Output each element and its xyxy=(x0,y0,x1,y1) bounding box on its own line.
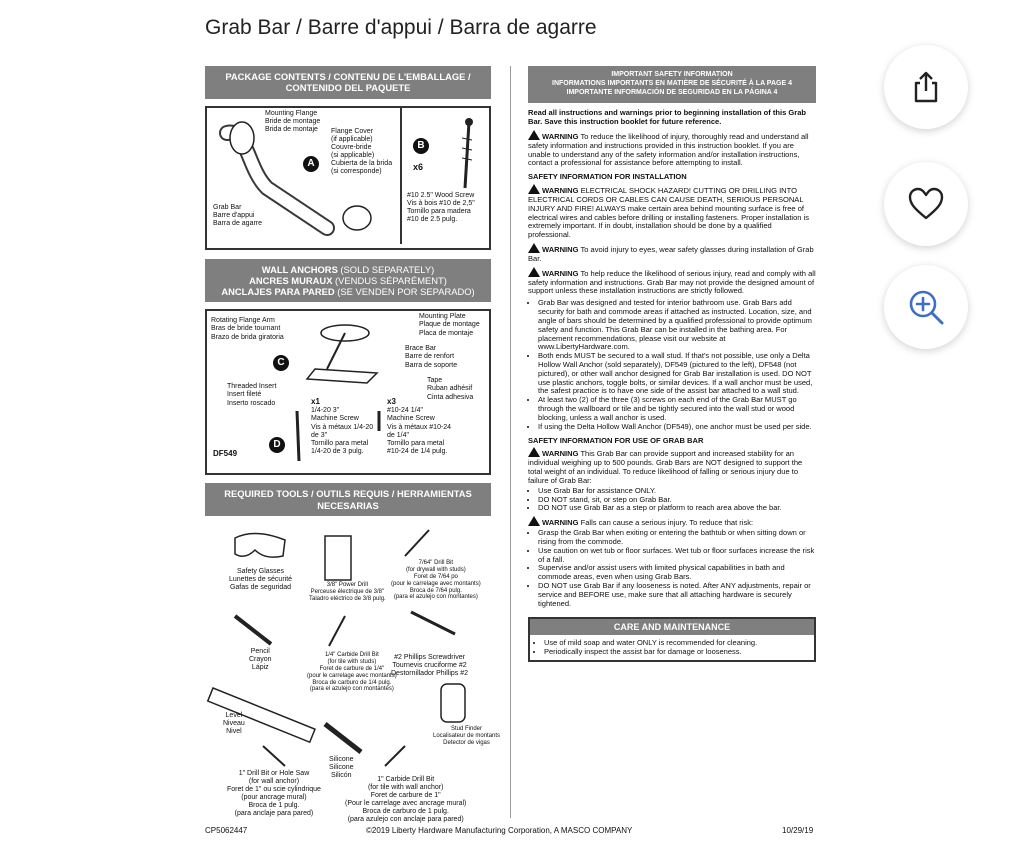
list-item: • DO NOT stand, sit, or step on Grab Bar. xyxy=(538,496,816,505)
warning-label: WARNING xyxy=(542,268,579,278)
rotating-arm-label: Rotating Flange Arm Bras de bride tournant Brazo de brida giratoria xyxy=(211,317,284,341)
warning-label: WARNING xyxy=(542,245,579,255)
warning-text: Falls can cause a serious injury. To reduce that risk: xyxy=(578,518,754,528)
tape-label: Tape Ruban adhésif Cinta adhesiva xyxy=(427,377,474,401)
warning-icon xyxy=(528,447,540,457)
stud-finder-label: Stud Finder Localisateur de montants Detector de vigas xyxy=(433,725,501,746)
warning-icon xyxy=(528,184,540,194)
zoom-button[interactable] xyxy=(884,265,968,349)
machine-screw-3-label: #10-24 1/4" Machine Screw Vis à métaux #10-24 de 1/4" Tornillo para metal #10-24 de 1/4 pulg. xyxy=(387,407,452,455)
warning-text: ELECTRICAL SHOCK HAZARD! CUTTING OR DRILLING INTO ELECTRICAL CORDS OR CABLES CAN CAUSE DEATH, SERIOUS PERSONAL INJURY AND FIRE! ALWAYS make certain area behind mounting surface is free of electrical wires and cables before drilling or installing fasteners. Proper installation is extremely important. If in doubt, installation should be done by a qualified professional. xyxy=(528,186,810,240)
document-title: Grab Bar / Barre d'appui / Barra de agarre xyxy=(205,16,597,39)
warning-text: This Grab Bar can provide support and increased stability for an individual weighing up to 500 pounds. Grab Bars are NOT designed to support the total weight of an individual. To reduce likelihood of falling or serious injury due to failure of Grab Bar: xyxy=(528,449,803,485)
safety-header-es: IMPORTANTE INFORMACIÓN DE SEGURIDAD EN LA PÁGINA 4 xyxy=(566,89,778,97)
list-item: • Grab Bar was designed and tested for interior bathroom use. Grab Bars add security for bath and commode areas if attached as instructed. Location, size, and angle of bars should be determined by a qualified professional to provide optimum safety and function. This Grab Bar can be installed in the bathing area. For placement recommendations, please visit our website at www.LibertyHardware.com. xyxy=(538,299,816,352)
list-item: • DO NOT use Grab Bar as a step or platform to reach area above the bar. xyxy=(538,504,816,513)
anchors-note-en: (SOLD SEPARATELY) xyxy=(337,263,435,275)
list-item: • Grasp the Grab Bar when exiting or entering the bathtub or when sitting down or rising from the commode. xyxy=(538,529,816,547)
footer-code: CP5062447 xyxy=(205,826,248,835)
screw3-quantity: x3 xyxy=(387,397,396,407)
carbide-bit-14-label: 1/4" Carbide Drill Bit (for tile with studs) Foret de carbure de 1/4" (pour le carrelage avec montants) Broca de carburo de 1/4 pulg. (para el azulejo con montantes) xyxy=(307,651,397,693)
right-column xyxy=(528,66,816,662)
warning-label: WARNING xyxy=(542,449,579,459)
warning-6 xyxy=(528,516,816,528)
warning-text: To help reduce the likelihood of serious injury, read and comply with all safety information and instructions. Grab Bar may not provide the designed amount of support unless these installation instructions are strictly followed. xyxy=(528,268,816,296)
footer-copyright: ©2019 Liberty Hardware Manufacturing Corporation, A MASCO COMPANY xyxy=(366,826,633,835)
warning-icon xyxy=(528,516,540,526)
screw-quantity: x6 xyxy=(413,161,424,172)
warning-2 xyxy=(528,184,816,240)
anchors-title-en: WALL ANCHORS xyxy=(261,263,338,275)
warning-icon xyxy=(528,267,540,277)
footer-date: 10/29/19 xyxy=(782,826,814,835)
column-divider xyxy=(510,66,511,818)
package-contents-box xyxy=(205,106,491,250)
safety-header-en: IMPORTANT SAFETY INFORMATION xyxy=(611,71,733,78)
power-drill-label: 3/8" Power Drill Perceuse électrique de 3/8" Taladro eléctrico de 3/8 pulg. xyxy=(309,581,386,602)
list-item: • Use Grab Bar for assistance ONLY. xyxy=(538,487,816,496)
flange-label: Mounting Flange Bride de montage Brida de montaje xyxy=(265,109,321,133)
anchors-title-es: ANCLAJES PARA PARED xyxy=(221,286,335,298)
wall-anchors-header xyxy=(205,259,491,303)
use-bullets xyxy=(528,487,816,513)
drill-bit-764-label: 7/64" Drill Bit (for drywall with studs) Foret de 7/64 po (pour le carrelage avec montants) Broca de 7/64 pulg. (para el azulejo con montantes) xyxy=(391,559,481,601)
phillips-screwdriver-label: #2 Phillips Screwdriver Tournevis cruciforme #2 Destornillador Phillips #2 xyxy=(391,653,469,678)
model-number: DF549 xyxy=(213,449,238,459)
part-d-badge: D xyxy=(269,437,285,453)
install-bullets xyxy=(528,299,816,431)
warning-icon xyxy=(528,130,540,140)
list-item: • Supervise and/or assist users with limited physical capabilities in bath and commode areas, even when using Grab Bars. xyxy=(538,564,816,582)
carbide-bit-1-label: 1" Carbide Drill Bit (for tile with wall anchor) Foret de carbure de 1" (Pour le carrelage avec ancrage mural) Broca de carburo de 1 pulg. (para azulejo con anclaje para pared) xyxy=(345,775,467,824)
flange-cover-label: Flange Cover (if applicable) Couvre-bride (si applicable) Cubierta de la brida (si corresponde) xyxy=(331,127,393,175)
anchors-note-fr: (VENDUS SÉPARÉMENT) xyxy=(332,274,447,286)
anchors-note-es: (SE VENDEN POR SEPARADO) xyxy=(334,286,475,298)
warning-label: WARNING xyxy=(542,186,579,196)
care-list xyxy=(530,638,814,657)
use-section-title: SAFETY INFORMATION FOR USE OF GRAB BAR xyxy=(528,435,704,445)
threaded-insert-label: Threaded Insert Insert fileté Inserto roscado xyxy=(227,383,277,407)
brace-bar-label: Brace Bar Barre de renfort Barra de soporte xyxy=(405,345,458,369)
part-b-badge: B xyxy=(413,138,429,154)
machine-screw-1-label: 1/4-20 3" Machine Screw Vis à métaux 1/4-20 de 3" Tornillo para metal 1/4-20 de 3 pulg. xyxy=(311,407,374,455)
part-a-badge: A xyxy=(303,156,319,172)
warning-5 xyxy=(528,447,816,485)
level-label: Level Niveau Nivel xyxy=(223,711,245,736)
warning-text: To avoid injury to eyes, wear safety glasses during installation of Grab Bar. xyxy=(528,245,814,263)
wood-screw-label: #10 2.5" Wood Screw Vis à bois #10 de 2,5" Tornillo para madera #10 de 2.5 pulg. xyxy=(407,191,475,223)
hole-saw-label: 1" Drill Bit or Hole Saw (for wall anchor) Foret de 1" ou scie cylindrique (pour ancrage mural) Broca de 1 pulg. (para anclaje para pared) xyxy=(227,769,321,818)
package-contents-header: PACKAGE CONTENTS / CONTENU DE L'EMBALLAGE / CONTENIDO DEL PAQUETE xyxy=(205,66,491,99)
required-tools-area xyxy=(205,516,501,824)
warning-text: To reduce the likelihood of injury, thoroughly read and understand all safety information and instructions provided in this instruction booklet. If you are unable to understand any of the safety information and/or installation instructions, contact a professional for assistance before attempting to install. xyxy=(528,131,809,168)
mounting-plate-label: Mounting Plate Plaque de montage Placa de montaje xyxy=(419,313,480,337)
screw1-quantity: x1 xyxy=(311,397,320,407)
list-item: • Periodically inspect the assist bar for damage or looseness. xyxy=(544,647,814,656)
list-item: • DO NOT use Grab Bar if any looseness is noted. After ANY adjustments, repair or service and BEFORE use, make sure that all attaching hardware is securely tightened. xyxy=(538,582,816,608)
silicone-label: Silicone Silicone Silicón xyxy=(329,755,354,780)
favorite-button[interactable] xyxy=(884,162,968,246)
list-item: • Use of mild soap and water ONLY is recommended for cleaning. xyxy=(544,638,814,647)
zoom-in-icon xyxy=(906,287,946,327)
pencil-label: Pencil Crayon Lápiz xyxy=(249,647,272,672)
list-item: • Both ends MUST be secured to a wall stud. If that's not possible, use only a Delta Hollow Wall Anchor (sold separately), DF549 (pictured to the left), DF548 (not pictured), or other wall anchor designed for Grab Bar installation is used. DO NOT use plastic anchors, toggle bolts, or similar devices. If a wall anchor must be used, the safest practice is to have one side of the assist bar attached to a wall stud. xyxy=(538,352,816,396)
list-item: • Use caution on wet tub or floor surfaces. Wet tub or floor surfaces increase the risk of a fall. xyxy=(538,547,816,565)
care-header: CARE AND MAINTENANCE xyxy=(530,619,814,635)
warning-label: WARNING xyxy=(542,131,579,141)
list-item: • At least two (2) of the three (3) screws on each end of the Grab Bar MUST go through the wallboard or tile and be tightly secured into the wall stud or wood blocking, unless a wall anchor is used. xyxy=(538,396,816,422)
share-icon xyxy=(908,69,944,105)
warning-3 xyxy=(528,243,816,264)
left-column xyxy=(205,66,501,824)
fall-bullets xyxy=(528,529,816,608)
intro-text: Read all instructions and warnings prior to beginning installation of this Grab Bar. Save this instruction booklet for future reference. xyxy=(528,108,806,127)
heart-icon xyxy=(907,187,945,221)
important-safety-header xyxy=(528,66,816,103)
warning-4 xyxy=(528,267,816,296)
safety-header-fr: INFORMATIONS IMPORTANTS EN MATIÈRE DE SÉCURITÉ À LA PAGE 4 xyxy=(552,80,792,88)
care-maintenance-box xyxy=(528,617,816,663)
install-section-title: SAFETY INFORMATION FOR INSTALLATION xyxy=(528,172,687,182)
wall-anchors-box xyxy=(205,309,491,475)
safety-text xyxy=(528,109,816,608)
share-button[interactable] xyxy=(884,45,968,129)
anchors-title-fr: ANCRES MURAUX xyxy=(249,274,333,286)
warning-icon xyxy=(528,243,540,253)
list-item: • If using the Delta Hollow Wall Anchor (DF549), one anchor must be used per side. xyxy=(538,423,816,432)
part-c-badge: C xyxy=(273,355,289,371)
safety-glasses-label: Safety Glasses Lunettes de sécurité Gafas de seguridad xyxy=(229,567,293,592)
warning-label: WARNING xyxy=(542,518,579,528)
grab-bar-label: Grab Bar Barre d'appui Barra de agarre xyxy=(213,203,263,227)
required-tools-header: REQUIRED TOOLS / OUTILS REQUIS / HERRAMIENTAS NECESARIAS xyxy=(205,483,491,516)
warning-1 xyxy=(528,130,816,168)
